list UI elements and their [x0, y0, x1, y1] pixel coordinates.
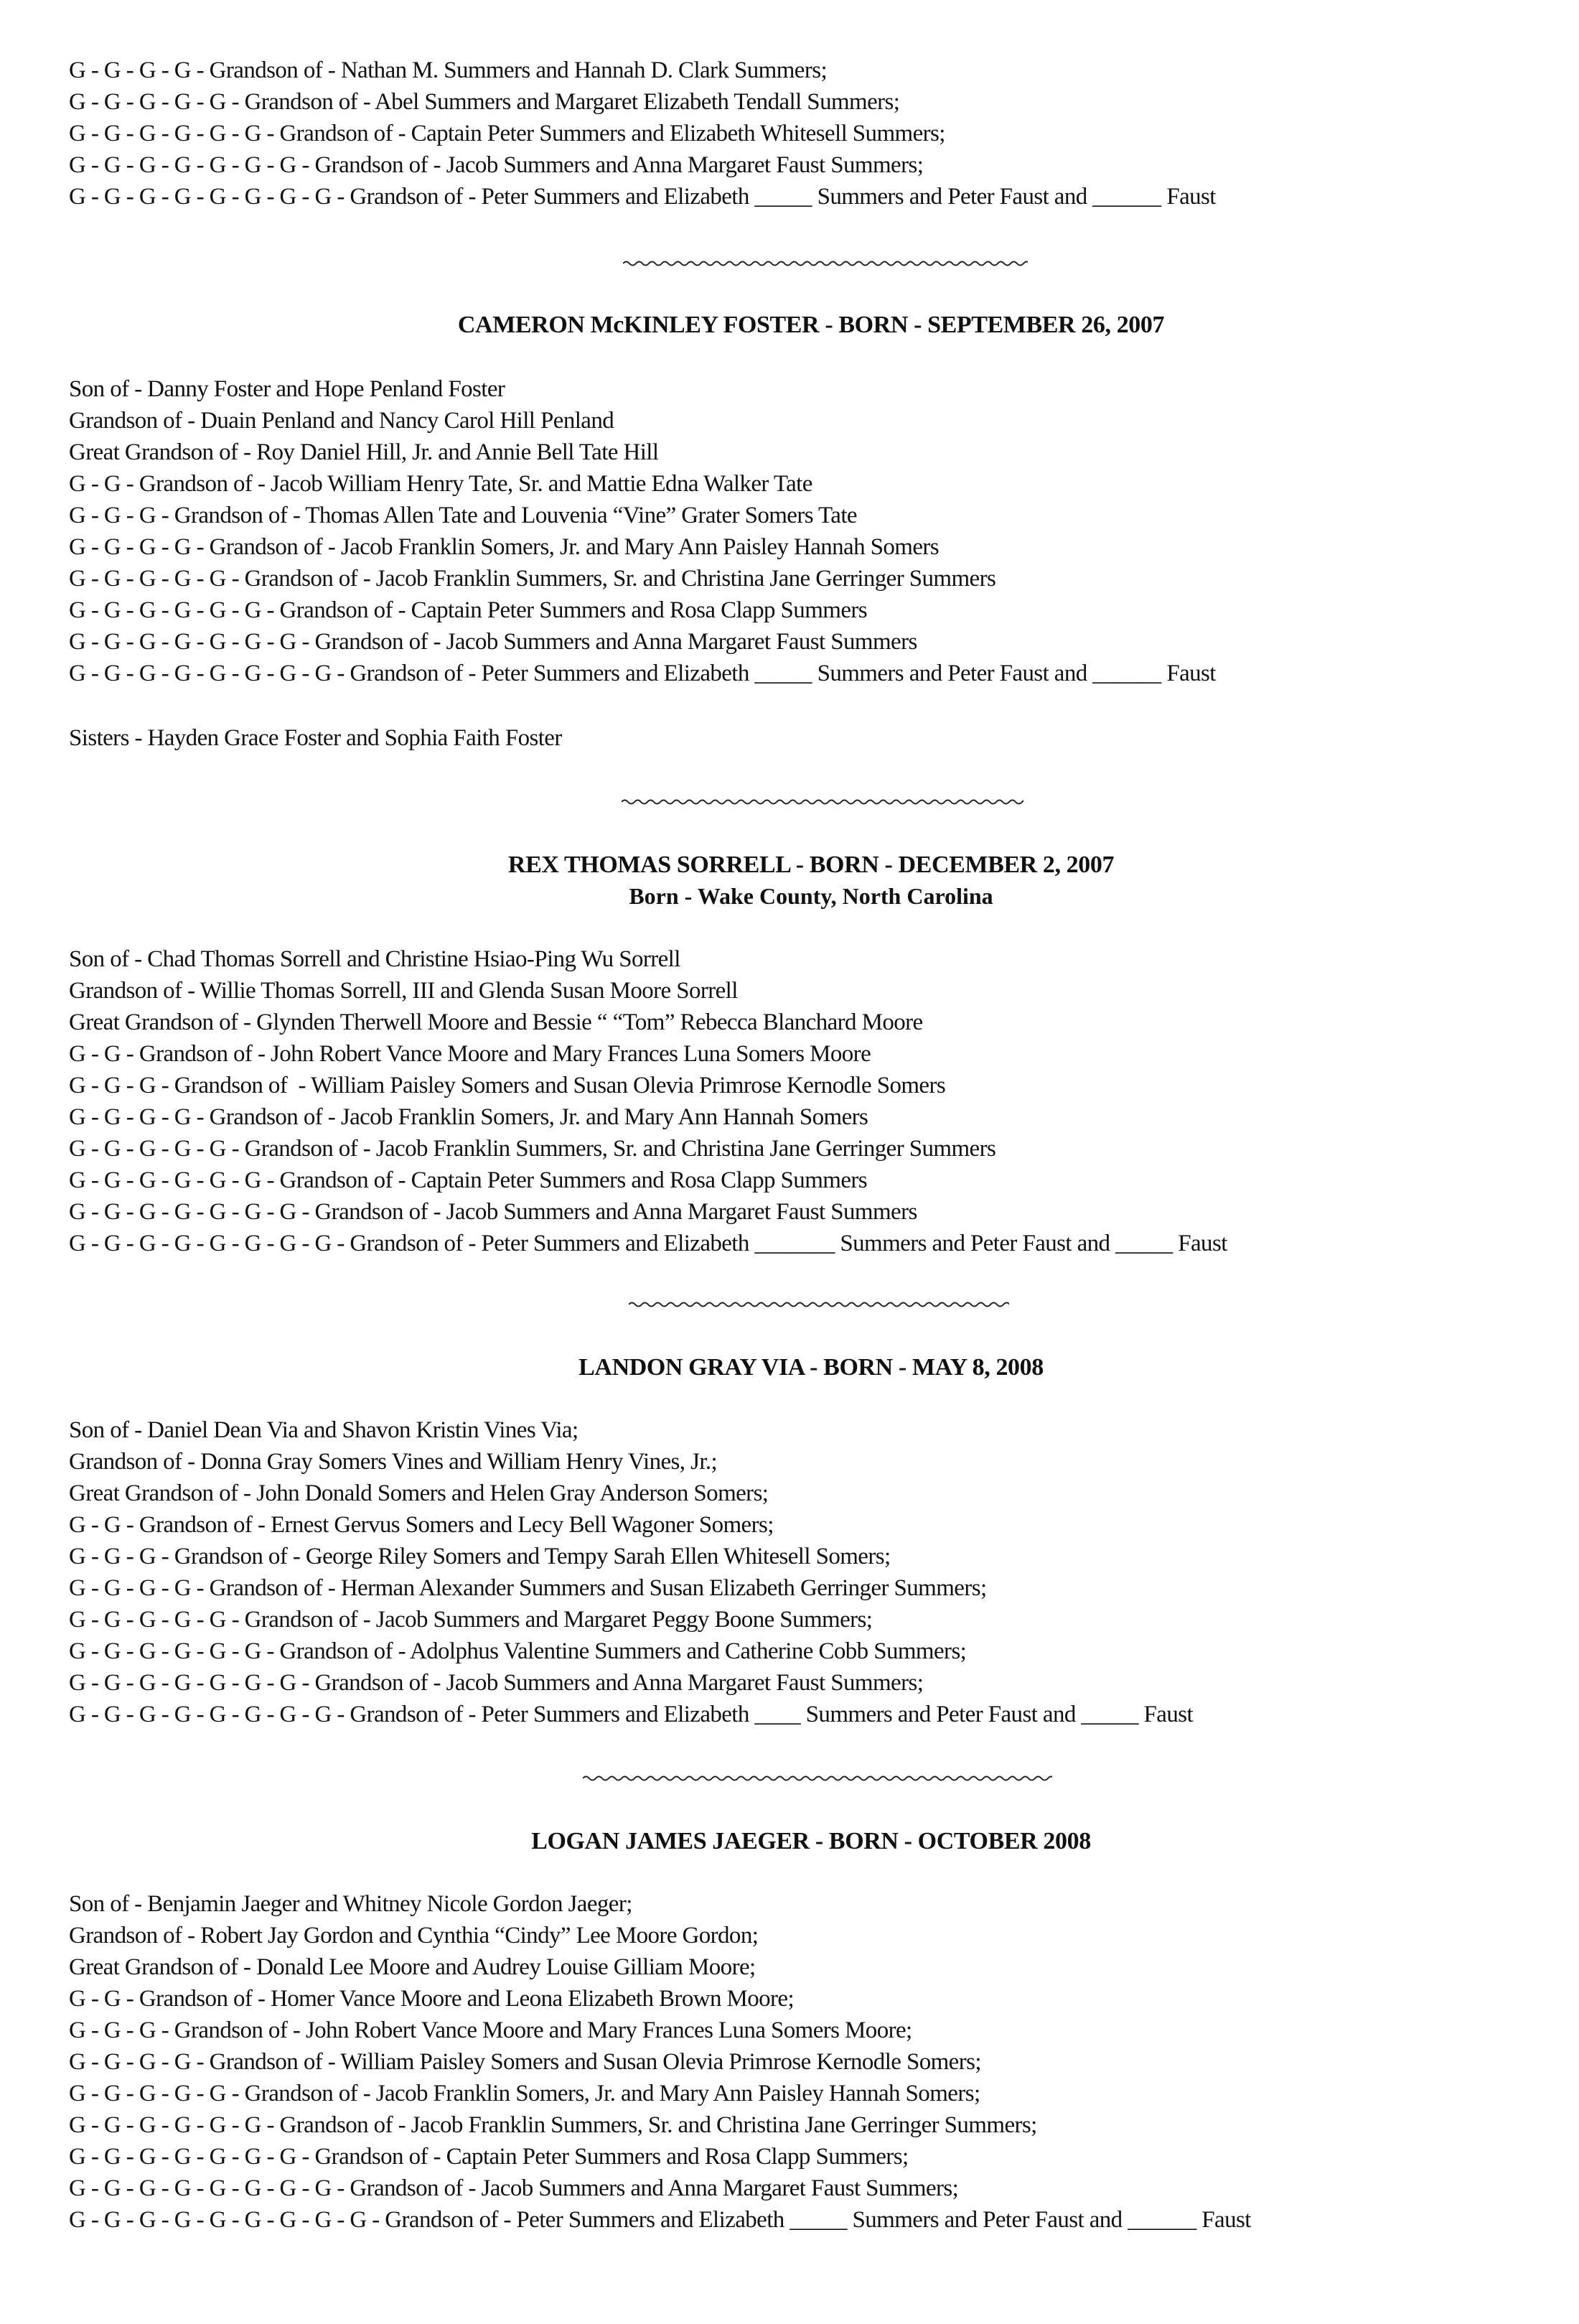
wavy-divider-line [583, 1773, 1052, 1783]
lineage-line: G - G - Grandson of - Ernest Gervus Somers and Lecy Bell Wagoner Somers; [69, 1512, 774, 1538]
lineage-line: G - G - G - G - G - Grandson of - Jacob Summers and Margaret Peggy Boone Summers; [69, 1607, 873, 1633]
lineage-line: G - G - G - G - G - G - G - Grandson of - Jacob Summers and Anna Margaret Faust Summers; [69, 1670, 924, 1696]
lineage-line: Great Grandson of - Glynden Therwell Moore and Bessie “ “Tom” Rebecca Blanchard Moore [69, 1009, 923, 1035]
lineage-line: G - G - G - G - G - G - Grandson of - Captain Peter Summers and Rosa Clapp Summers [69, 597, 868, 623]
lineage-line: Son of - Chad Thomas Sorrell and Christine Hsiao-Ping Wu Sorrell [69, 946, 680, 972]
lineage-line: G - G - G - Grandson of - John Robert Vance Moore and Mary Frances Luna Somers Moore; [69, 2017, 912, 2043]
lineage-line: G - G - G - G - G - G - G - G - Grandson of - Peter Summers and Elizabeth _______ Summers and Peter Faust and _____ Faust [69, 1231, 1227, 1256]
lineage-line: Grandson of - Robert Jay Gordon and Cynthia “Cindy” Lee Moore Gordon; [69, 1923, 759, 1949]
lineage-line: G - G - G - G - G - G - Grandson of - Captain Peter Summers and Rosa Clapp Summers [69, 1167, 868, 1193]
lineage-line: Great Grandson of - Donald Lee Moore and Audrey Louise Gilliam Moore; [69, 1954, 756, 1980]
entry-heading: CAMERON McKINLEY FOSTER - BORN - SEPTEMBER 26, 2007 [457, 312, 1165, 338]
lineage-line: G - G - G - G - Grandson of - Nathan M. Summers and Hannah D. Clark Summers; [69, 57, 828, 83]
wavy-divider [629, 1299, 1009, 1310]
lineage-line: G - G - G - G - G - G - G - Grandson of - Captain Peter Summers and Rosa Clapp Summers; [69, 2144, 909, 2170]
lineage-line: Grandson of - Duain Penland and Nancy Carol Hill Penland [69, 408, 614, 434]
lineage-line: G - G - G - G - G - G - G - G - Grandson of - Peter Summers and Elizabeth ____ Summers and Peter Faust and _____ Faust [69, 1702, 1194, 1727]
lineage-line: G - G - G - G - G - G - G - Grandson of - Jacob Summers and Anna Margaret Faust Summers [69, 629, 917, 655]
lineage-line: G - G - G - Grandson of - William Paisley Somers and Susan Olevia Primrose Kernodle Somers [69, 1073, 946, 1098]
lineage-line: G - G - G - G - Grandson of - Jacob Franklin Somers, Jr. and Mary Ann Paisley Hannah Somers [69, 534, 940, 560]
wavy-divider [622, 797, 1023, 807]
lineage-line: Son of - Daniel Dean Via and Shavon Kristin Vines Via; [69, 1417, 578, 1443]
lineage-line: G - G - G - G - G - Grandson of - Jacob Franklin Summers, Sr. and Christina Jane Gerringer Summers [69, 1136, 996, 1162]
lineage-line: Son of - Danny Foster and Hope Penland Foster [69, 376, 505, 402]
entry-subheading: Born - Wake County, North Carolina [629, 883, 993, 909]
lineage-line: Grandson of - Willie Thomas Sorrell, III and Glenda Susan Moore Sorrell [69, 978, 738, 1004]
lineage-line: G - G - G - G - G - G - G - Grandson of - Jacob Summers and Anna Margaret Faust Summers; [69, 152, 924, 178]
lineage-line: G - G - G - Grandson of - Thomas Allen Tate and Louvenia “Vine” Grater Somers Tate [69, 503, 857, 528]
lineage-line: G - G - G - G - G - Grandson of - Abel Summers and Margaret Elizabeth Tendall Summers; [69, 89, 900, 115]
lineage-line: G - G - G - G - G - G - Grandson of - Captain Peter Summers and Elizabeth Whitesell Summers; [69, 121, 945, 146]
wavy-divider-line [629, 1299, 1009, 1310]
lineage-line: G - G - Grandson of - John Robert Vance Moore and Mary Frances Luna Somers Moore [69, 1041, 871, 1067]
lineage-line: G - G - G - G - G - G - G - G - Grandson of - Jacob Summers and Anna Margaret Faust Summers; [69, 2175, 959, 2201]
entry-heading: REX THOMAS SORRELL - BORN - DECEMBER 2, 2007 [507, 851, 1115, 878]
wavy-divider [623, 258, 1028, 269]
entry-heading: LOGAN JAMES JAEGER - BORN - OCTOBER 2008 [531, 1828, 1091, 1854]
lineage-line: G - G - G - Grandson of - George Riley Somers and Tempy Sarah Ellen Whitesell Somers; [69, 1544, 891, 1569]
lineage-line: G - G - G - G - Grandson of - Herman Alexander Summers and Susan Elizabeth Gerringer Summers; [69, 1575, 987, 1601]
lineage-line: G - G - G - G - Grandson of - William Paisley Somers and Susan Olevia Primrose Kernodle Somers; [69, 2049, 981, 2075]
lineage-line: G - G - G - G - G - G - G - G - G - Grandson of - Peter Summers and Elizabeth _____ Summers and Peter Faust and ______ Faust [69, 2207, 1251, 2233]
lineage-line: G - G - G - G - Grandson of - Jacob Franklin Somers, Jr. and Mary Ann Hannah Somers [69, 1104, 868, 1130]
lineage-line: Son of - Benjamin Jaeger and Whitney Nicole Gordon Jaeger; [69, 1891, 632, 1917]
lineage-line: G - G - G - G - G - G - Grandson of - Adolphus Valentine Summers and Catherine Cobb Summers; [69, 1638, 967, 1664]
lineage-line: G - G - G - G - G - G - G - Grandson of - Jacob Summers and Anna Margaret Faust Summers [69, 1199, 917, 1225]
lineage-line: Great Grandson of - Roy Daniel Hill, Jr. and Annie Bell Tate Hill [69, 439, 659, 465]
lineage-line: G - G - G - G - G - G - G - G - Grandson of - Peter Summers and Elizabeth _____ Summers and Peter Faust and ______ Faust [69, 661, 1216, 686]
lineage-line: G - G - G - G - G - G - Grandson of - Jacob Franklin Summers, Sr. and Christina Jane Gerringer Summers; [69, 2112, 1037, 2138]
wavy-divider-line [623, 258, 1028, 269]
lineage-line: Grandson of - Donna Gray Somers Vines and William Henry Vines, Jr.; [69, 1449, 718, 1475]
wavy-divider [583, 1773, 1052, 1783]
lineage-line: Great Grandson of - John Donald Somers and Helen Gray Anderson Somers; [69, 1480, 769, 1506]
lineage-line: G - G - Grandson of - Jacob William Henry Tate, Sr. and Mattie Edna Walker Tate [69, 471, 812, 497]
lineage-line: G - G - G - G - G - Grandson of - Jacob Franklin Summers, Sr. and Christina Jane Gerringer Summers [69, 566, 996, 592]
lineage-line: G - G - G - G - G - G - G - G - Grandson of - Peter Summers and Elizabeth _____ Summers and Peter Faust and ______ Faust [69, 184, 1216, 210]
wavy-divider-line [622, 797, 1023, 807]
siblings-line: Sisters - Hayden Grace Foster and Sophia Faith Foster [69, 725, 562, 751]
lineage-line: G - G - G - G - G - Grandson of - Jacob Franklin Somers, Jr. and Mary Ann Paisley Hannah Somers; [69, 2081, 980, 2106]
lineage-line: G - G - Grandson of - Homer Vance Moore and Leona Elizabeth Brown Moore; [69, 1986, 795, 2012]
entry-heading: LANDON GRAY VIA - BORN - MAY 8, 2008 [578, 1354, 1044, 1381]
